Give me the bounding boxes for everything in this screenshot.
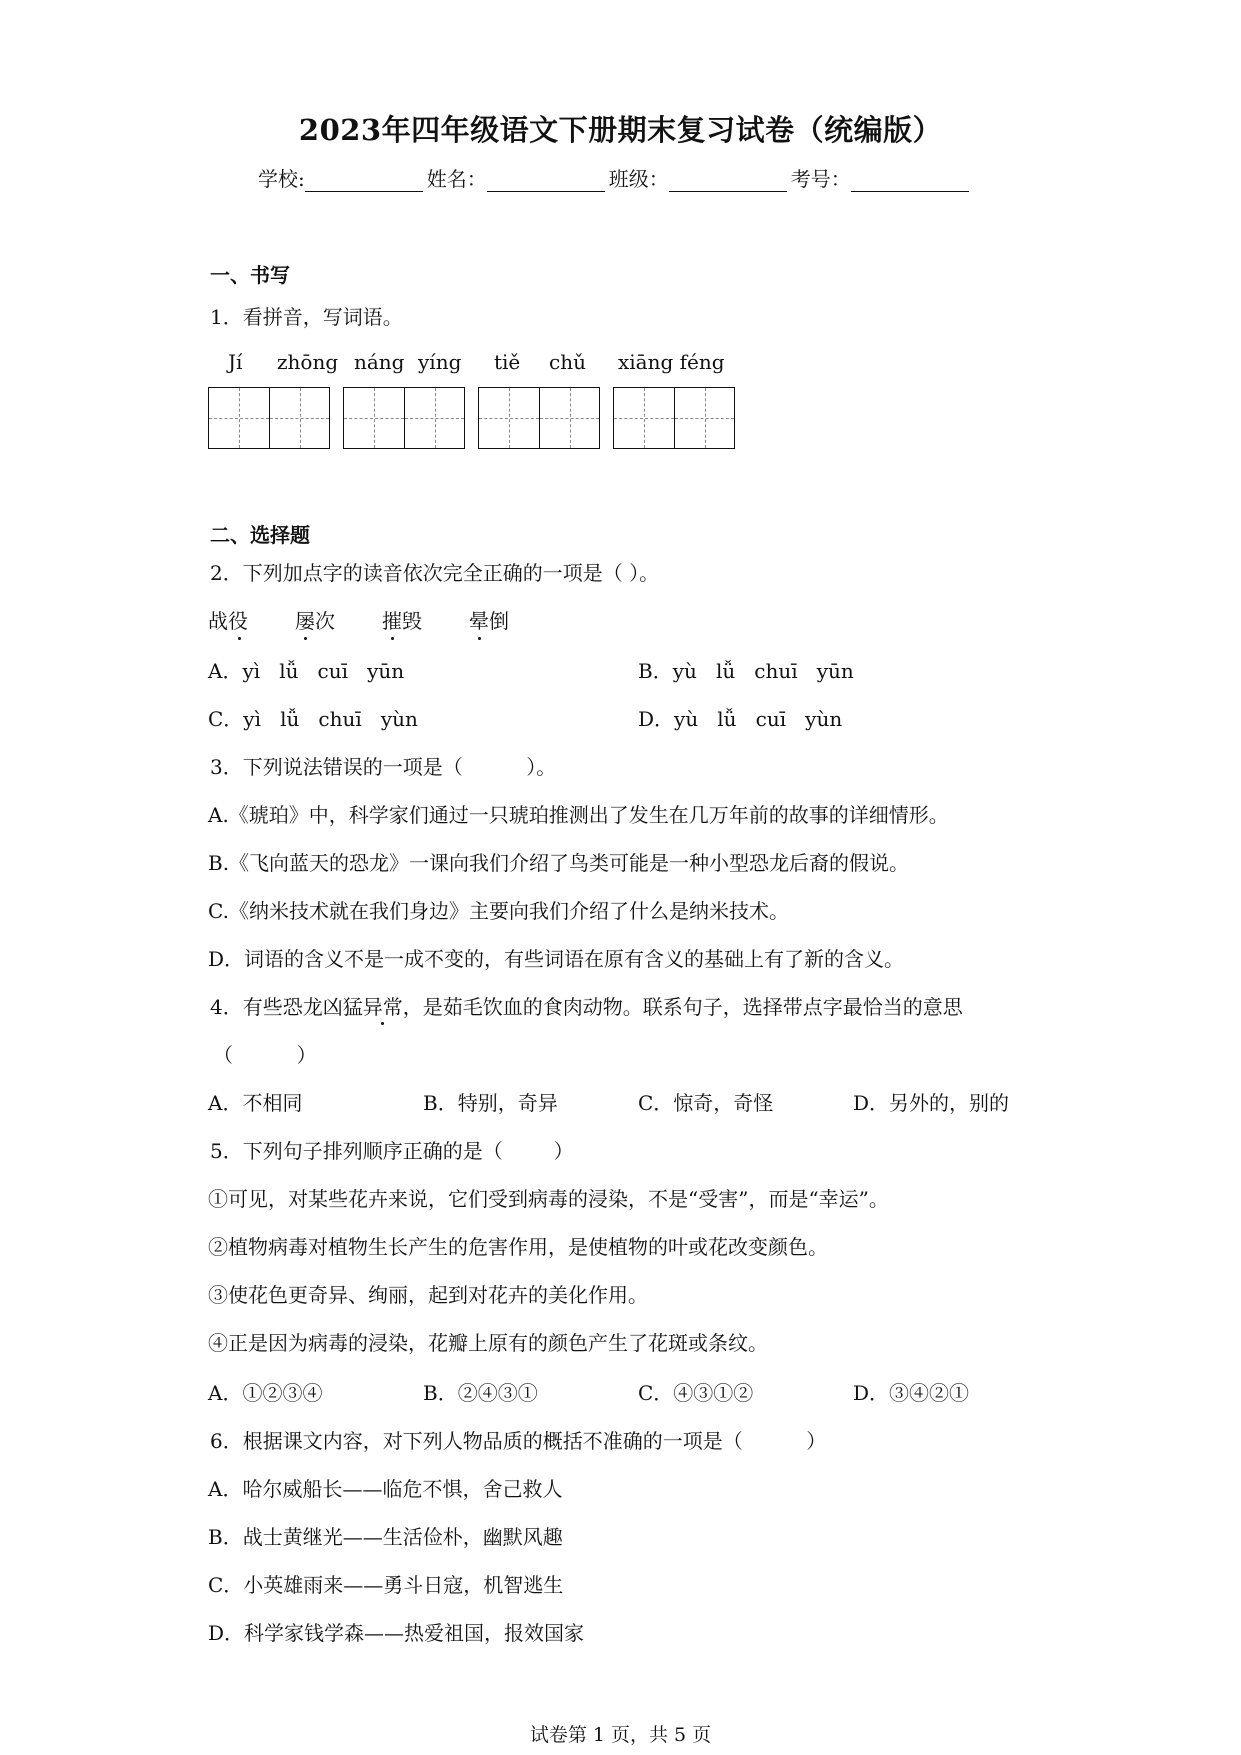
q1-pinyin-2: zhōng	[277, 350, 339, 374]
writing-cell[interactable]	[539, 388, 599, 448]
q4-stem: 4．有些恐龙凶猛异常，是茹毛饮血的食肉动物。联系句子，选择带点字最恰当的意思	[210, 995, 963, 1019]
q1-pinyin-3: náng	[354, 350, 405, 374]
q2-word-1: 战役	[208, 609, 248, 633]
q2-option-a[interactable]: A．yì lǚ cuī yūn	[208, 659, 405, 683]
number-blank[interactable]	[851, 169, 969, 192]
q6-option-a[interactable]: A．哈尔威船长——临危不惧，舍己救人	[208, 1477, 563, 1501]
q3-option-d[interactable]: D．词语的含义不是一成不变的，有些词语在原有含义的基础上有了新的含义。	[208, 947, 905, 971]
q1-pinyin-4: yíng	[418, 350, 462, 374]
q4-answer-paren: （ ）	[213, 1043, 317, 1067]
q2-stem: 2．下列加点字的读音依次完全正确的一项是（ ）。	[210, 561, 660, 585]
q2-option-c[interactable]: C．yì lǚ chuī yùn	[208, 707, 418, 731]
q2-option-d[interactable]: D．yù lǚ cuī yùn	[638, 707, 843, 731]
writing-cell[interactable]	[479, 388, 539, 448]
q5-stem: 5．下列句子排列顺序正确的是（ ）	[210, 1139, 574, 1163]
q5-option-b[interactable]: B．②④③①	[423, 1381, 538, 1405]
class-blank[interactable]	[669, 169, 787, 192]
q1-pinyin-7: xiāng féng	[618, 350, 725, 374]
emphasis-dot	[478, 637, 481, 640]
class-label: 班级：	[608, 167, 669, 191]
q2-word-4: 晕倒	[469, 609, 509, 633]
q4-option-b[interactable]: B．特别，奇异	[423, 1091, 558, 1115]
writing-grid-3[interactable]	[478, 387, 600, 449]
name-label: 姓名：	[426, 167, 487, 191]
writing-grid-2[interactable]	[343, 387, 465, 449]
emphasis-dot	[381, 1022, 384, 1025]
writing-grid-4[interactable]	[613, 387, 735, 449]
writing-grid-1[interactable]	[208, 387, 330, 449]
q2-word-2: 屡次	[295, 609, 335, 633]
section-choice-heading: 二、选择题	[210, 523, 310, 547]
q3-option-a[interactable]: A.《琥珀》中，科学家们通过一只琥珀推测出了发生在几万年前的故事的详细情形。	[208, 803, 949, 827]
school-label: 学校:	[258, 167, 305, 191]
school-blank[interactable]	[305, 169, 423, 192]
q1-pinyin-6: chǔ	[549, 350, 586, 374]
q6-option-d[interactable]: D．科学家钱学森——热爱祖国，报效国家	[208, 1621, 585, 1645]
q1-pinyin-5: tiě	[494, 350, 521, 374]
q5-option-d[interactable]: D．③④②①	[853, 1381, 970, 1405]
q3-stem: 3．下列说法错误的一项是（ ）。	[210, 755, 557, 779]
q5-sentence-2: ②植物病毒对植物生长产生的危害作用，是使植物的叶或花改变颜色。	[208, 1235, 828, 1259]
student-info-row	[258, 163, 973, 192]
number-label: 考号：	[790, 167, 851, 191]
q2-option-b[interactable]: B．yù lǚ chuī yūn	[638, 659, 854, 683]
q6-stem: 6．根据课文内容，对下列人物品质的概括不准确的一项是（ ）	[210, 1429, 827, 1453]
writing-cell[interactable]	[209, 388, 269, 448]
q3-option-c[interactable]: C.《纳米技术就在我们身边》主要向我们介绍了什么是纳米技术。	[208, 899, 789, 923]
q5-sentence-3: ③使花色更奇异、绚丽，起到对花卉的美化作用。	[208, 1283, 648, 1307]
page-footer: 试卷第 1 页，共 5 页	[529, 1724, 712, 1746]
q2-word-3: 摧毁	[382, 609, 422, 633]
section-writing-heading: 一、书写	[210, 263, 290, 287]
writing-cell[interactable]	[614, 388, 674, 448]
q5-sentence-1: ①可见，对某些花卉来说，它们受到病毒的浸染，不是“受害”，而是“幸运”。	[208, 1187, 889, 1211]
q4-option-d[interactable]: D．另外的，别的	[853, 1091, 1010, 1115]
q6-option-c[interactable]: C．小英雄雨来——勇斗日寇，机智逃生	[208, 1573, 564, 1597]
emphasis-dot	[304, 637, 307, 640]
q5-option-a[interactable]: A．①②③④	[208, 1381, 323, 1405]
name-blank[interactable]	[487, 169, 605, 192]
writing-cell[interactable]	[404, 388, 464, 448]
page-title: 2023年四年级语文下册期末复习试卷（统编版）	[298, 113, 943, 147]
q3-option-b[interactable]: B.《飞向蓝天的恐龙》一课向我们介绍了鸟类可能是一种小型恐龙后裔的假说。	[208, 851, 910, 875]
q5-option-c[interactable]: C．④③①②	[638, 1381, 754, 1405]
q5-sentence-4: ④正是因为病毒的浸染，花瓣上原有的颜色产生了花斑或条纹。	[208, 1331, 768, 1355]
writing-cell[interactable]	[674, 388, 734, 448]
q1-stem: 1．看拼音，写词语。	[210, 305, 403, 329]
writing-cell[interactable]	[269, 388, 329, 448]
q1-pinyin-1: Jí	[228, 350, 243, 374]
writing-cell[interactable]	[344, 388, 404, 448]
emphasis-dot	[238, 637, 241, 640]
q4-option-c[interactable]: C．惊奇，奇怪	[638, 1091, 774, 1115]
q6-option-b[interactable]: B．战士黄继光——生活俭朴，幽默风趣	[208, 1525, 563, 1549]
emphasis-dot	[391, 637, 394, 640]
q4-option-a[interactable]: A．不相同	[208, 1091, 303, 1115]
